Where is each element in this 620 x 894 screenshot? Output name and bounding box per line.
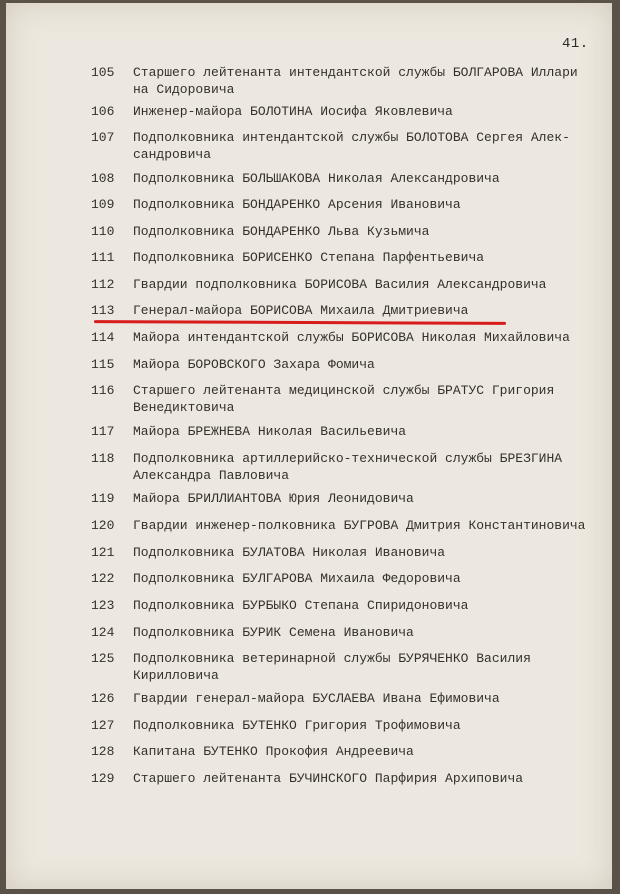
entry-number: 127 — [91, 718, 115, 733]
entry-line: Подполковника БОНДАРЕНКО Льва Кузьмича — [133, 224, 430, 239]
entry-text — [133, 570, 612, 587]
entry-text — [133, 302, 612, 319]
entry-number: 122 — [91, 571, 115, 586]
entry-text — [133, 223, 612, 240]
entry-text — [133, 650, 612, 684]
entry-line: Старшего лейтенанта интендантской службы БОЛГАРОВА Иллари — [133, 65, 578, 80]
entry-line: Гвардии подполковника БОРИСОВА Василия Александровича — [133, 277, 547, 292]
entry-line: Кирилловича — [133, 668, 219, 683]
entry-text — [133, 743, 612, 760]
entry-text — [133, 64, 612, 98]
entry-line: Подполковника ветеринарной службы БУРЯЧЕНКО Василия — [133, 651, 531, 666]
entry-number: 106 — [91, 104, 115, 119]
entry-line: Подполковника БУРБЫКО Степана Спиридоновича — [133, 598, 469, 613]
entry-line: Старшего лейтенанта медицинской службы БРАТУС Григория — [133, 383, 555, 398]
entry-number: 118 — [91, 451, 115, 466]
entry-text — [133, 597, 612, 614]
entry-number: 107 — [91, 130, 115, 145]
entry-line: сандровича — [133, 147, 212, 162]
entry-line: Капитана БУТЕНКО Прокофия Андреевича — [133, 744, 414, 759]
entry-number: 121 — [91, 545, 115, 560]
entry-number: 128 — [91, 744, 115, 759]
entry-text — [133, 450, 612, 484]
entry-number: 111 — [91, 250, 115, 265]
red-underline-mark — [94, 320, 506, 325]
entry-line: Подполковника БУРИК Семена Ивановича — [133, 625, 414, 640]
entry-number: 123 — [91, 598, 115, 613]
entry-number: 114 — [91, 330, 115, 345]
entry-text — [133, 423, 612, 440]
entry-text — [133, 356, 612, 373]
entry-text — [133, 517, 612, 534]
entry-line: Подполковника артиллерийско-технической службы БРЕЗГИНА — [133, 451, 563, 466]
entry-number: 110 — [91, 224, 115, 239]
entry-text — [133, 249, 612, 266]
entry-line: на Сидоровича — [133, 82, 235, 97]
entry-number: 120 — [91, 518, 115, 533]
entry-text — [133, 196, 612, 213]
entry-text — [133, 624, 612, 641]
entry-number: 105 — [91, 65, 115, 80]
entry-text — [133, 329, 612, 346]
entry-number: 119 — [91, 491, 115, 506]
page-number: 41. — [562, 36, 589, 52]
entry-number: 129 — [91, 771, 115, 786]
entry-line: Венедиктовича — [133, 400, 235, 415]
entry-line: Подполковника БОНДАРЕНКО Арсения Ивановича — [133, 197, 461, 212]
entry-number: 124 — [91, 625, 115, 640]
entry-line: Старшего лейтенанта БУЧИНСКОГО Парфирия Архиповича — [133, 771, 524, 786]
entry-text — [133, 129, 612, 163]
entry-line: Майора интендантской службы БОРИСОВА Николая Михайловича — [133, 330, 570, 345]
entry-line: Подполковника БОЛЬШАКОВА Николая Александровича — [133, 171, 500, 186]
entry-line: Подполковника БУТЕНКО Григория Трофимовича — [133, 718, 461, 733]
entry-line: Генерал-майора БОРИСОВА Михаила Дмитриевича — [133, 303, 469, 318]
entry-line: Подполковника БУЛАТОВА Николая Ивановича — [133, 545, 446, 560]
entry-number: 112 — [91, 277, 115, 292]
entry-text — [133, 770, 612, 787]
entry-line: Гвардии генерал-майора БУСЛАЕВА Ивана Ефимовича — [133, 691, 500, 706]
entry-text — [133, 170, 612, 187]
entry-line: Майора БРЕЖНЕВА Николая Васильевича — [133, 424, 407, 439]
document-page — [6, 3, 612, 889]
entry-text — [133, 276, 612, 293]
entry-text — [133, 544, 612, 561]
entry-text — [133, 382, 612, 416]
entry-number: 108 — [91, 171, 115, 186]
entry-number: 115 — [91, 357, 115, 372]
entry-line: Подполковника БОРИСЕНКО Степана Парфентьевича — [133, 250, 485, 265]
entry-text — [133, 490, 612, 507]
entry-text — [133, 690, 612, 707]
entry-number: 113 — [91, 303, 115, 318]
entry-number: 126 — [91, 691, 115, 706]
entry-line: Подполковника интендантской службы БОЛОТОВА Сергея Алек- — [133, 130, 570, 145]
entry-number: 109 — [91, 197, 115, 212]
entry-number: 125 — [91, 651, 115, 666]
entry-line: Майора БРИЛЛИАНТОВА Юрия Леонидовича — [133, 491, 414, 506]
entry-number: 117 — [91, 424, 115, 439]
entry-line: Подполковника БУЛГАРОВА Михаила Федоровича — [133, 571, 461, 586]
entry-text — [133, 717, 612, 734]
entry-number: 116 — [91, 383, 115, 398]
entry-line: Александра Павловича — [133, 468, 290, 483]
entry-line: Гвардии инженер-полковника БУГРОВА Дмитрия Константиновича — [133, 518, 586, 533]
entry-text — [133, 103, 612, 120]
entry-line: Инженер-майора БОЛОТИНА Иосифа Яковлевича — [133, 104, 453, 119]
entry-line: Майора БОРОВСКОГО Захара Фомича — [133, 357, 375, 372]
